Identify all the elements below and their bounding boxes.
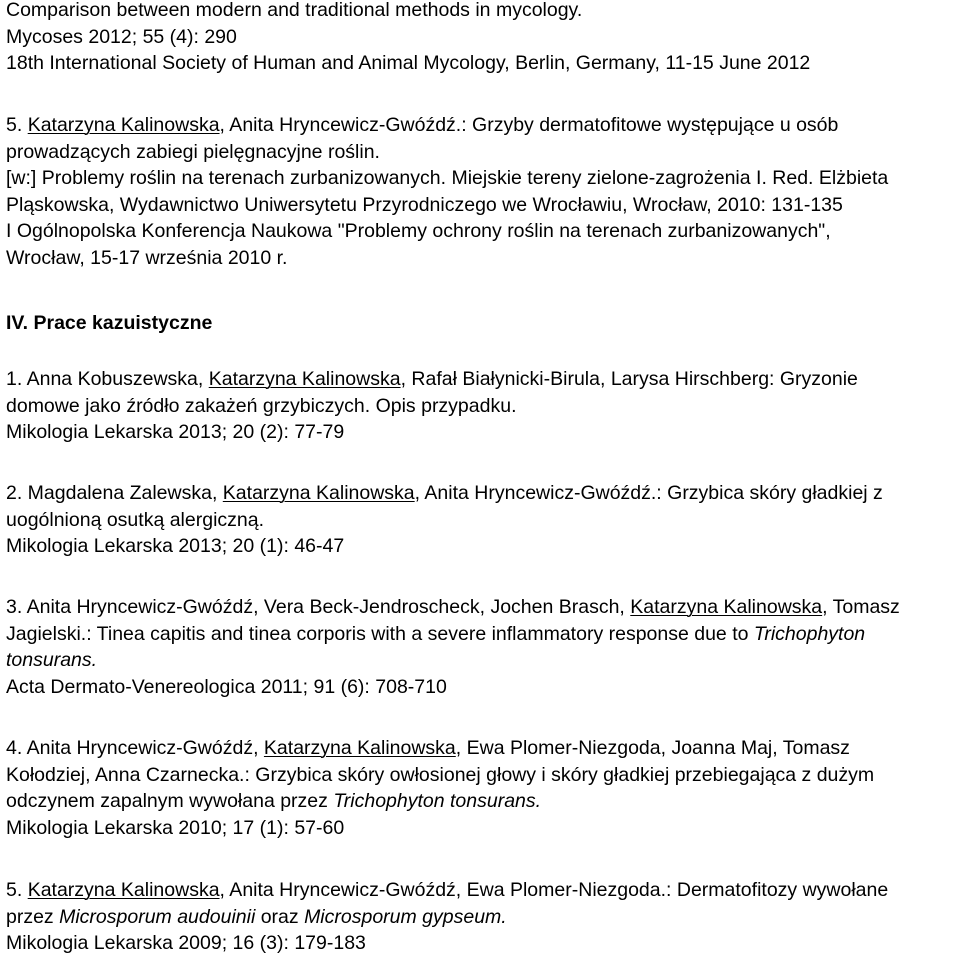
reference-text: 2. Magdalena Zalewska, <box>6 482 223 504</box>
reference-line <box>6 735 950 762</box>
reference-entry-5 <box>6 877 950 957</box>
reference-text: , Anita Hryncewicz-Gwóźdź, Ewa Plomer-Niezgoda.: Dermatofitozy wywołane <box>219 879 889 901</box>
author-link[interactable]: Katarzyna Kalinowska <box>630 596 823 618</box>
reference-entry-4 <box>6 735 950 841</box>
reference-line: prowadzących zabiegi pielęgnacyjne roślin. <box>6 140 380 163</box>
reference-conference-line: 18th International Society of Human and Animal Mycology, Berlin, Germany, 11-15 June 2012 <box>6 52 811 74</box>
reference-line <box>6 788 950 815</box>
reference-line <box>6 594 950 621</box>
reference-line <box>6 621 950 648</box>
section-heading-iv <box>6 310 950 337</box>
reference-line: domowe jako źródło zakażeń grzybiczych. Opis przypadku. <box>6 394 517 417</box>
reference-line: I Ogólnopolska Konferencja Naukowa "Problemy ochrony roślin na terenach zurbanizowanych", <box>6 220 831 242</box>
reference-journal-line: Mikologia Lekarska 2009; 16 (3): 179-183 <box>6 932 366 954</box>
reference-line <box>6 480 950 507</box>
reference-journal-line: Acta Dermato-Venereologica 2011; 91 (6): 708-710 <box>6 675 447 698</box>
reference-text: , Tomasz <box>822 596 900 618</box>
reference-title-line: Comparison between modern and traditional methods in mycology. <box>6 0 583 21</box>
reference-text: odczynem zapalnym wywołana przez <box>6 790 334 812</box>
species-name: Microsporum audouinii <box>59 905 256 928</box>
reference-text: przez <box>6 905 60 928</box>
author-link[interactable]: Katarzyna Kalinowska <box>27 879 220 901</box>
reference-line: Pląskowska, Wydawnictwo Uniwersytetu Przyrodniczego we Wrocławiu, Wrocław, 2010: 131-135 <box>6 193 843 216</box>
reference-text: 4. Anita Hryncewicz-Gwóźdź, <box>6 737 264 759</box>
reference-entry-1 <box>6 366 950 446</box>
reference-text: , Ewa Plomer-Niezgoda, Joanna Maj, Tomasz <box>455 737 850 759</box>
reference-journal-line: Mikologia Lekarska 2013; 20 (2): 77-79 <box>6 421 345 443</box>
entry-number: 5. <box>6 114 28 136</box>
reference-text: , Anita Hryncewicz-Gwóźdź.: Grzybica skóry gładkiej z <box>414 482 883 504</box>
reference-entry-iii-5 <box>6 112 950 271</box>
reference-text: , Rafał Białynicki-Birula, Larysa Hirschberg: Gryzonie <box>400 368 858 390</box>
reference-text: , Anita Hryncewicz-Gwóźdź.: Grzyby dermatofitowe występujące u osób <box>219 114 839 136</box>
reference-journal-line: Mikologia Lekarska 2010; 17 (1): 57-60 <box>6 816 345 839</box>
reference-line: Wrocław, 15-17 września 2010 r. <box>6 246 288 269</box>
species-name: tonsurans. <box>6 649 98 671</box>
reference-line: [w:] Problemy roślin na terenach zurbanizowanych. Miejskie tereny zielone-zagrożenia I. Red. Elżbieta <box>6 167 889 189</box>
reference-entry-3 <box>6 594 950 700</box>
reference-text: 3. Anita Hryncewicz-Gwóźdź, Vera Beck-Jendroscheck, Jochen Brasch, <box>6 596 631 618</box>
reference-text: 1. Anna Kobuszewska, <box>6 368 209 390</box>
reference-journal-line: Mycoses 2012; 55 (4): 290 <box>6 25 237 48</box>
reference-entry-2 <box>6 480 950 560</box>
reference-line <box>6 904 950 931</box>
reference-text: Jagielski.: Tinea capitis and tinea corporis with a severe inflammatory response due to <box>6 622 754 645</box>
entry-number: 5. <box>6 879 28 901</box>
author-link[interactable]: Katarzyna Kalinowska <box>208 368 401 390</box>
species-name: Trichophyton tonsurans. <box>333 790 542 812</box>
author-link[interactable]: Katarzyna Kalinowska <box>222 482 415 504</box>
section-heading-text: IV. Prace kazuistyczne <box>6 312 213 334</box>
reference-text: oraz <box>255 905 305 928</box>
previous-entry-tail <box>6 0 950 77</box>
reference-line <box>6 366 950 393</box>
reference-journal-line: Mikologia Lekarska 2013; 20 (1): 46-47 <box>6 535 345 557</box>
reference-line <box>6 112 950 139</box>
species-name: Microsporum gypseum. <box>304 905 507 928</box>
reference-line: Kołodziej, Anna Czarnecka.: Grzybica skóry owłosionej głowy i skóry gładkiej przebiegająca z dużym <box>6 763 875 786</box>
reference-line <box>6 877 950 904</box>
reference-line: uogólnioną osutką alergiczną. <box>6 508 265 531</box>
author-link[interactable]: Katarzyna Kalinowska <box>27 114 220 136</box>
author-link[interactable]: Katarzyna Kalinowska <box>263 737 456 759</box>
species-name: Trichophyton <box>753 622 866 645</box>
